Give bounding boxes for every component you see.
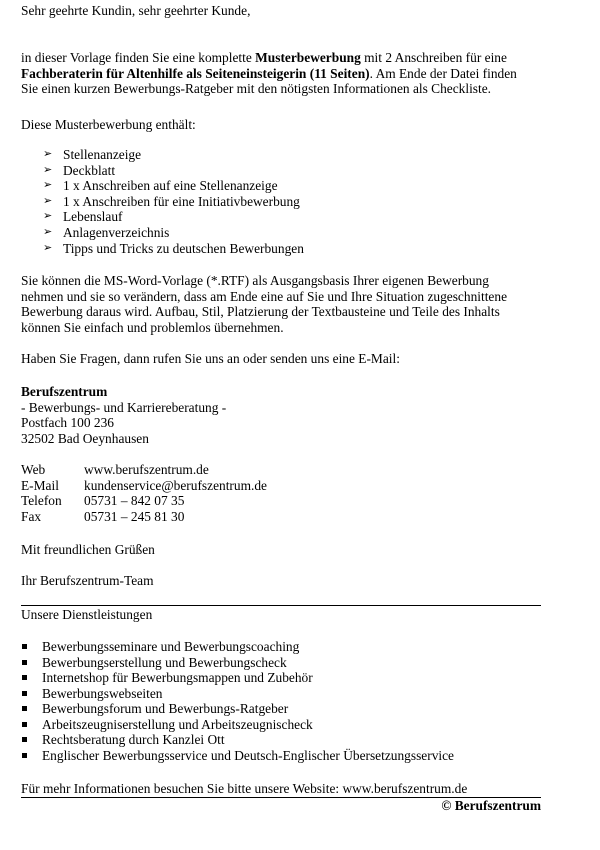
list-item: ➢ Tipps und Tricks zu deutschen Bewerbungen [43,240,304,256]
list-item: Bewerbungswebseiten [21,686,541,702]
list-item: ➢ Lebenslauf [43,209,123,225]
footer-text: Für mehr Informationen besuchen Sie bitte unsere Website: www.berufszentrum.de [21,781,468,796]
email-link[interactable]: kundenservice@berufszentrum.de [84,477,267,493]
po-box: Postfach 100 236 [21,415,114,430]
arrow-bullet-icon: ➢ [43,194,53,207]
arrow-bullet-icon: ➢ [43,241,53,254]
phone-number: 05731 – 842 07 35 [84,493,185,508]
square-bullet-icon [22,660,27,665]
questions-text: Haben Sie Fragen, dann rufen Sie uns an oder senden uns eine E-Mail: [21,351,400,366]
list-item: Englischer Bewerbungsservice und Deutsch-Englischer Übersetzungsservice [21,748,541,764]
contents-heading: Diese Musterbewerbung enthält: [21,117,196,132]
arrow-bullet-icon: ➢ [43,210,53,223]
divider-top [21,605,541,606]
square-bullet-icon [22,737,27,742]
address-block [21,384,541,446]
contact-row-web: Web www.berufszentrum.de [21,462,209,477]
square-bullet-icon [22,722,27,727]
company-tagline: - Bewerbungs- und Karriereberatung - [21,399,227,415]
list-item: ➢ Anlagenverzeichnis [43,224,170,240]
list-item: ➢ 1 x Anschreiben auf eine Stellenanzeige [43,178,278,194]
contact-row-fax: Fax 05731 – 245 81 30 [21,508,185,524]
list-item: Internetshop für Bewerbungsmappen und Zubehör [21,670,541,686]
list-item: ➢ 1 x Anschreiben für eine Initiativbewerbung [43,193,300,209]
fax-number: 05731 – 245 81 30 [84,508,185,524]
arrow-bullet-icon: ➢ [43,225,53,238]
intro-bold-position: Fachberaterin für Altenhilfe als Seiteneinsteigerin (11 Seiten) [21,65,370,81]
intro-paragraph: in dieser Vorlage finden Sie eine komplette Musterbewerbung mit 2 Anschreiben für eine Fachberaterin für Altenhilfe als Seiteneinsteigerin (11 Seiten). Am Ende der Datei finden Sie einen kurzen Bewerbungs-Ratgeber mit den nötigsten Informationen als Checkliste. [21,50,517,96]
arrow-bullet-icon: ➢ [43,148,53,160]
closing: Mit freundlichen Grüßen [21,542,155,557]
greeting: Sehr geehrte Kundin, sehr geehrter Kunde, [21,3,251,18]
square-bullet-icon [22,691,27,696]
list-item: Bewerbungserstellung und Bewerbungscheck [21,655,541,671]
services-heading: Unsere Dienstleistungen [21,607,153,622]
usage-paragraph: Sie können die MS-Word-Vorlage (*.RTF) als Ausgangsbasis Ihrer eigenen Bewerbung nehmen und sie so verändern, dass am Ende eine auf Sie und Ihre Situation zugeschnittene Bewerbung daraus wird. Aufbau, Stil, Platzierung der Textbausteine und Teile des Inhalts können Sie einfach und problemlos übernehmen. [21,273,508,335]
intro-bold-musterbewerbung: Musterbewerbung [255,50,361,65]
list-item: ➢ Stellenanzeige [43,147,142,162]
square-bullet-icon [22,644,27,649]
arrow-bullet-icon: ➢ [43,163,53,176]
list-item: Bewerbungsforum und Bewerbungs-Ratgeber [21,701,541,717]
contact-block [21,462,541,524]
list-item: Arbeitszeugniserstellung und Arbeitszeugnischeck [21,717,541,733]
square-bullet-icon [22,753,27,758]
web-link[interactable]: www.berufszentrum.de [84,462,209,477]
list-item: ➢ Deckblatt [43,162,116,178]
signature: Ihr Berufszentrum-Team [21,573,154,588]
list-item: Rechtsberatung durch Kanzlei Ott [21,732,541,748]
contact-row-email: E-Mail kundenservice@berufszentrum.de [21,477,267,493]
copyright: © Berufszentrum [441,798,541,813]
services-list [21,639,541,763]
square-bullet-icon [22,706,27,711]
company-name: Berufszentrum [21,384,108,399]
arrow-bullet-icon: ➢ [43,179,53,192]
city: 32502 Bad Oeynhausen [21,430,149,446]
contact-row-phone: Telefon 05731 – 842 07 35 [21,493,185,508]
list-item: Bewerbungsseminare und Bewerbungscoaching [21,639,541,655]
square-bullet-icon [22,675,27,680]
contents-list [21,147,541,256]
